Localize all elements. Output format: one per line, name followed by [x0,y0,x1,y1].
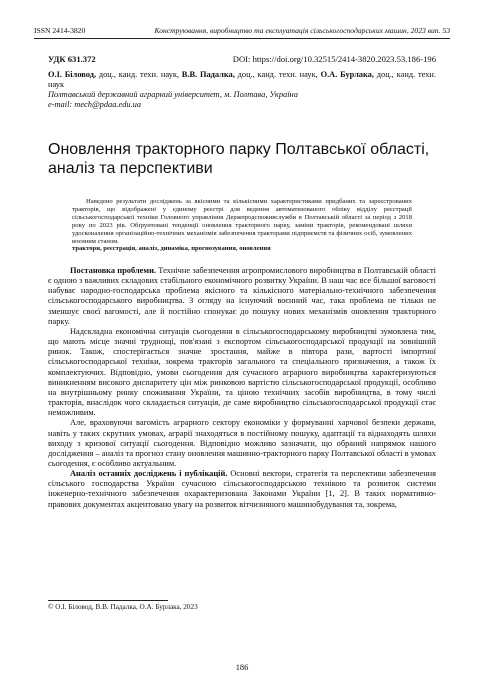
footnote-rule [48,600,168,601]
article-body [48,266,436,510]
paragraph-text: Основні вектори, стратегія та перспективи забезпечення сільського господарства України сучасною сільськогосподарською технікою та розвиток системи інженерно-технічного забезпечення охарактеризована Законами України [1, 2]. В таких нормативно-правових документах акцентовано увагу на розвиток вітчизняного машинобудування та, зокрема, [48,469,437,509]
author-name: В.В. Падалка, [181,70,235,79]
affiliation: Полтавський державний аграрний університет, м. Полтава, Україна [48,90,298,100]
abstract-text: Наведено результати досліджень за якісними та кількісними характеристиками придбаних та зареєстрованих тракторів, що відображені у єдиному реєстрі для ведення автоматизованого обліку відділу реєстрації сільськогосподарської техніки Головного управління Держпродспоживслужби в Полтавській області за період з 2018 року по 2023 рік. Обґрунтовані тенденції оновлення тракторного парку, заміни тракторів, рекомендовані шляхи удосконалення організаційно-технічних механізмів забезпечення тракторами підприємств та фізичних осіб, зумовлених воєнним станом. [72,198,412,245]
authors-block [48,70,436,110]
author-name: О.А. Бурлака, [320,70,374,79]
header-rule [34,38,450,39]
udc-code: УДК 631.372 [48,54,96,64]
running-header [34,26,450,35]
paragraph: Надскладна економічна ситуація сьогодення в сільськогосподарському виробництві зумовлена тим, що мають місце значні труднощі, пов'язані з експортом сільськогосподарської продукції на зовнішній ринок. Також, спостерігається значне зростання, майже в півтора рази, вартості імпортної сільськогосподарської техніки, зокрема тракторів загального та спеціального призначення, а також їх комплектуючих. Відповідно, умови сьогодення для сучасного аграрного виробництва характеризуються виникненням високого диспаритету цін між ринковою вартістю сільськогосподарської продукції, особливо на внутрішньому ринку споживання України, та ціною технічних засобів виробництва, в тому числі тракторів, внаслідок чого складається ситуація, де саме виробництво сільськогосподарської продукції стає неможливим. [48,326,436,418]
author-name: О.І. Біловод, [48,70,97,79]
section-heading: Аналіз останніх досліджень і публікацій. [70,469,228,479]
page-number: 186 [235,663,249,672]
keywords: трактори, реєстрація, аналіз, динаміка, прогнозування, оновлення [72,245,271,253]
journal-name: Конструювання, виробництво та експлуатація сільськогосподарських машин, 2023 вип. 53 [154,26,450,35]
paragraph: Але, враховуючи вагомість аграрного сектору економіки у формуванні харчової безпеки держави, навіть у таких скрутних умовах, аграрії знаходяться в постійному пошуку, адаптації та віднаходять шляхи виходу з кризової ситуації сьогодення. Відповідно можливо зазначати, що обраний напрямок нашого дослідження – аналіз та прогноз стану оновлення машинно-тракторного парку Полтавської області в умовах сьогодення, є особливо актуальним. [48,418,436,468]
email[interactable]: e-mail: mech@pdaa.edu.ua [48,100,142,110]
doi-link[interactable]: DOI: https://doi.org/10.32515/2414-3820.2023.53.186-196 [232,54,436,64]
issn: ISSN 2414-3820 [34,26,86,35]
copyright-footnote: © О.І. Біловод, В.В. Падалка, О.А. Бурлака, 2023 [48,603,198,611]
author-degree: доц., канд. техн. наук [48,70,436,90]
section-heading: Постановка проблеми. [70,266,156,275]
author-degree: доц., канд. техн. наук, [237,70,318,79]
article-ids [48,54,436,64]
paragraph-review [48,469,436,510]
abstract [72,198,412,253]
paragraph-problem [48,266,436,327]
article-title: Оновлення тракторного парку Полтавської області, аналіз та перспективи [48,141,430,177]
paragraph-text: Технічне забезпечення агропромислового виробництва в Полтавській області є одною з важливих складових стабільного економічного розвитку України. В наш час все більшої ваговості набуває народно-господарська проблема якісного та кількісного матеріально-технічного забезпечення сільськогосподарського виробництва. З огляду на існуючий воєнний час, така проблема не тільки не зменшує своєї вагомості, але й постійно спонукає до пошуку нових механізмів оновлення тракторного парку. [48,266,436,326]
author-degree: доц., канд. техн. наук, [98,70,179,79]
